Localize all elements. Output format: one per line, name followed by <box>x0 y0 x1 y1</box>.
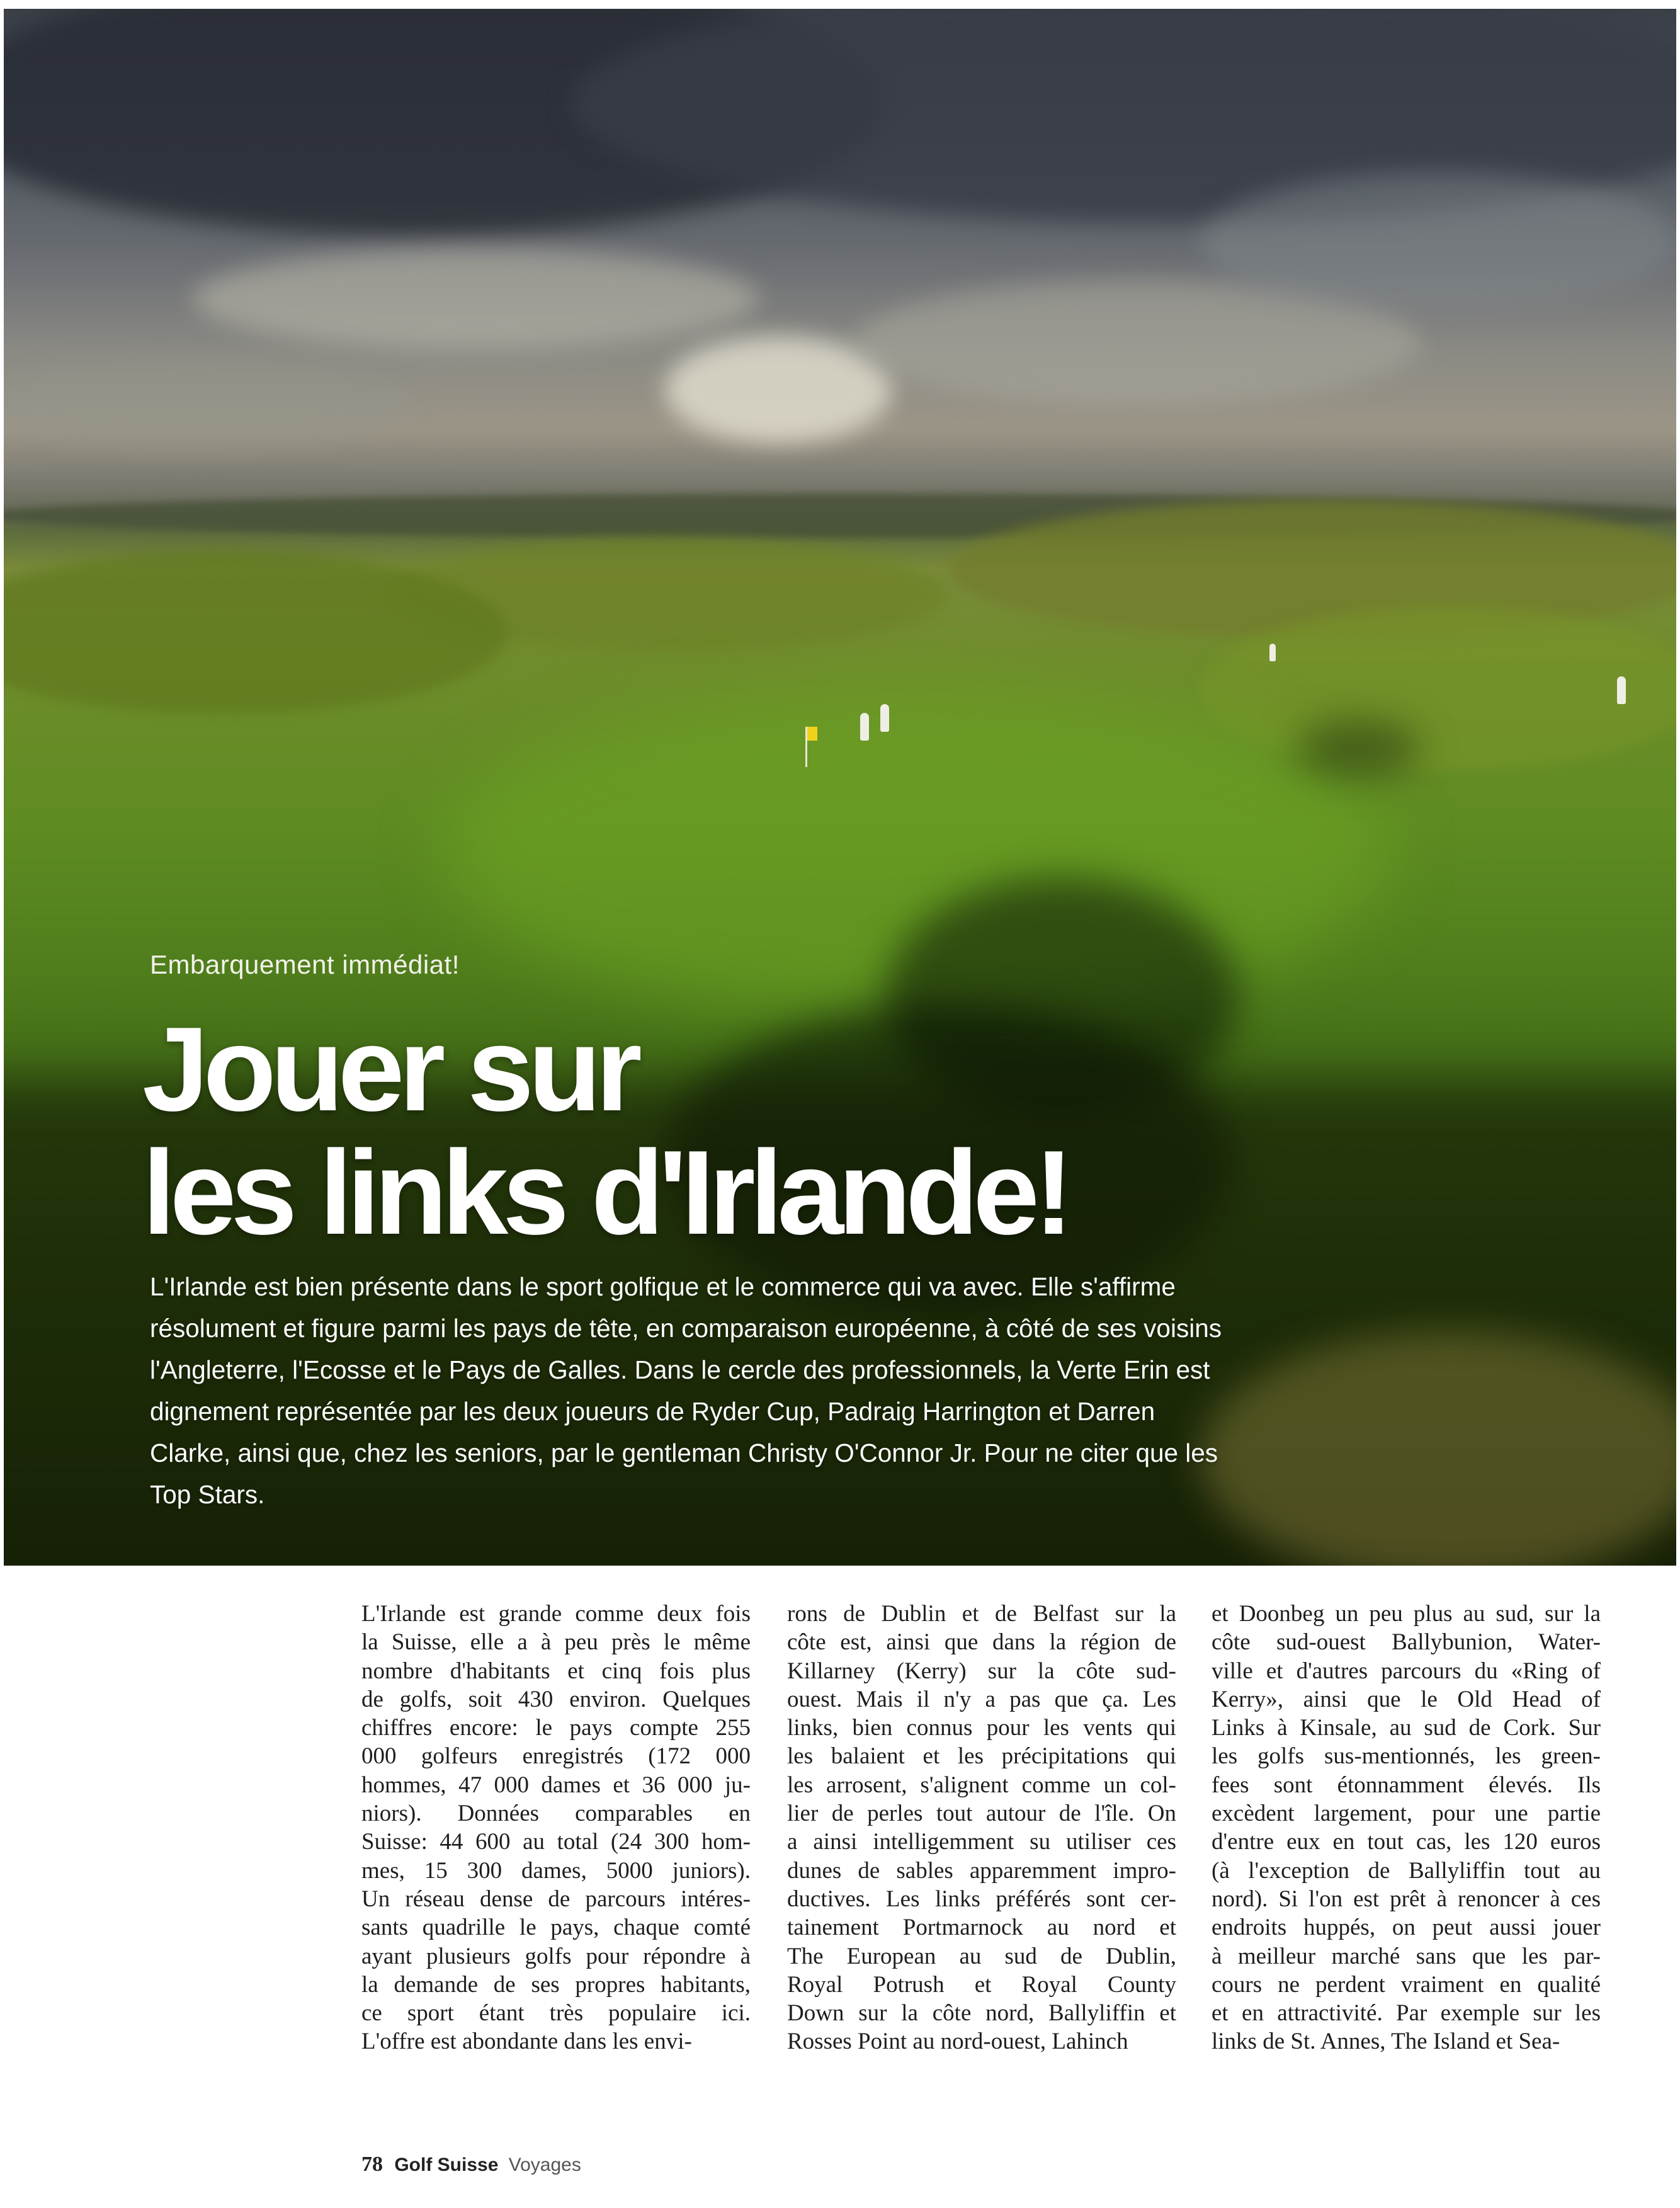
text-line: endroits huppés, on peut aussi jouer <box>1212 1915 1601 1941</box>
kicker: Embarquement immédiat! <box>150 950 460 979</box>
text-line: fees sont étonnamment élevés. Ils <box>1212 1772 1601 1798</box>
text-line: a ainsi intelligemment su utiliser ces <box>787 1829 1176 1855</box>
text-line: Links à Kinsale, au sud de Cork. Sur <box>1212 1715 1601 1741</box>
flag-icon <box>807 727 817 741</box>
text-line: à meilleur marché sans que les par- <box>1212 1943 1601 1969</box>
text-line: links de St. Annes, The Island et Sea- <box>1212 2029 1560 2055</box>
text-line: ville et d'autres parcours du «Ring of <box>1212 1658 1601 1684</box>
text-line: lier de perles tout autour de l'île. On <box>787 1801 1176 1827</box>
body-columns <box>361 1600 1604 2053</box>
text-line: links, bien connus pour les vents qui <box>787 1715 1176 1741</box>
grey-cloud <box>1200 173 1676 311</box>
text-line: hommes, 47 000 dames et 36 000 ju- <box>361 1772 751 1798</box>
golfer-figure <box>880 704 889 732</box>
golfer-figure <box>860 713 869 741</box>
text-line: et en attractivité. Par exemple sur les <box>1212 2000 1601 2027</box>
text-line: la Suisse, elle a à peu près le même <box>361 1629 751 1656</box>
lead-paragraph: L'Irlande est bien présente dans le sport golfique et le commerce qui va avec. Elle s'affirme résolument et figure parmi les pays de tête, en comparaison européenne, à côté de ses voisins l'Angleterre, l'Ecosse et le Pays de Galles. Dans le cercle des professionnels, la Verte Erin est dignement représentée par les deux joueurs de Ryder Cup, Padraig Harrington et Darren Clarke, ainsi que, chez les seniors, par le gentleman Christy O'Connor Jr. Pour ne citer que les Top Stars. <box>150 1272 1222 1509</box>
text-line: cours ne perdent vraiment en qualité <box>1212 1971 1601 1998</box>
light-cloud <box>193 248 759 349</box>
text-line: The European au sud de Dublin, <box>787 1943 1176 1969</box>
text-line: nord). Si l'on est prêt à renoncer à ces <box>1212 1886 1601 1912</box>
page-number: 78 <box>361 2153 383 2176</box>
text-column-3 <box>1212 1600 1601 2056</box>
text-line: Rosses Point au nord-ouest, Lahinch <box>787 2029 1128 2055</box>
text-line: de golfs, soit 430 environ. Quelques <box>361 1686 751 1712</box>
text-line: 000 golfeurs enregistrés (172 000 <box>361 1743 751 1770</box>
text-line: Suisse: 44 600 au total (24 300 hom- <box>361 1829 751 1855</box>
text-line: les golfs sus-mentionnés, les green- <box>1212 1743 1601 1770</box>
golfer-figure <box>1617 676 1626 704</box>
text-column-2 <box>787 1600 1176 2056</box>
headline-line: les links d'Irlande! <box>142 1126 1069 1260</box>
text-line: tainement Portmarnock au nord et <box>787 1915 1176 1941</box>
text-line: Royal Potrush et Royal County <box>787 1971 1176 1998</box>
grey-cloud <box>4 361 413 450</box>
text-line: L'Irlande est grande comme deux fois <box>361 1601 751 1627</box>
golfer-figure <box>1269 644 1276 661</box>
bunker-shadow <box>1295 720 1421 777</box>
text-line: mes, 15 300 dames, 5000 juniors). <box>361 1857 751 1884</box>
text-line: ouest. Mais il n'y a pas que ça. Les <box>787 1686 1176 1712</box>
text-line: Un réseau dense de parcours intéres- <box>361 1886 751 1912</box>
text-line: Kerry», ainsi que le Old Head of <box>1212 1686 1601 1712</box>
text-line: L'offre est abondante dans les envi- <box>361 2029 692 2055</box>
text-line: Killarney (Kerry) sur la côte sud- <box>787 1658 1176 1684</box>
text-line: dunes de sables apparemment impro- <box>787 1857 1176 1884</box>
text-line: sants quadrille le pays, chaque comté <box>361 1915 751 1941</box>
text-line: excèdent largement, pour une partie <box>1212 1801 1601 1827</box>
text-line: ce sport étant très populaire ici. <box>361 2000 751 2027</box>
page-title <box>142 1003 1069 1260</box>
text-line: et Doonbeg un peu plus au sud, sur la <box>1212 1601 1601 1627</box>
text-line: chiffres encore: le pays compte 255 <box>361 1715 751 1741</box>
text-line: les arrosent, s'alignent comme un col- <box>787 1772 1176 1798</box>
text-line: Down sur la côte nord, Ballyliffin et <box>787 2000 1176 2027</box>
text-line: les balaient et les précipitations qui <box>787 1743 1176 1770</box>
text-line: côte est, ainsi que dans la région de <box>787 1629 1176 1656</box>
text-line: rons de Dublin et de Belfast sur la <box>787 1601 1176 1627</box>
page-footer <box>361 2153 581 2177</box>
section-name: Voyages <box>508 2154 581 2175</box>
text-column-1 <box>361 1600 751 2056</box>
magazine-name: Golf Suisse <box>394 2154 499 2175</box>
text-line: (à l'exception de Ballyliffin tout au <box>1212 1857 1601 1884</box>
text-line: ductives. Les links préférés sont cer- <box>787 1886 1176 1912</box>
text-line: d'entre eux en tout cas, les 120 euros <box>1212 1829 1601 1855</box>
text-line: niors). Données comparables en <box>361 1801 751 1827</box>
text-line: côte sud-ouest Ballybunion, Water- <box>1212 1629 1601 1656</box>
text-line: ayant plusieurs golfs pour répondre à <box>361 1943 751 1969</box>
text-line: la demande de ses propres habitants, <box>361 1971 751 1998</box>
headline-line: Jouer sur <box>142 1003 637 1136</box>
text-line: nombre d'habitants et cinq fois plus <box>361 1658 751 1684</box>
